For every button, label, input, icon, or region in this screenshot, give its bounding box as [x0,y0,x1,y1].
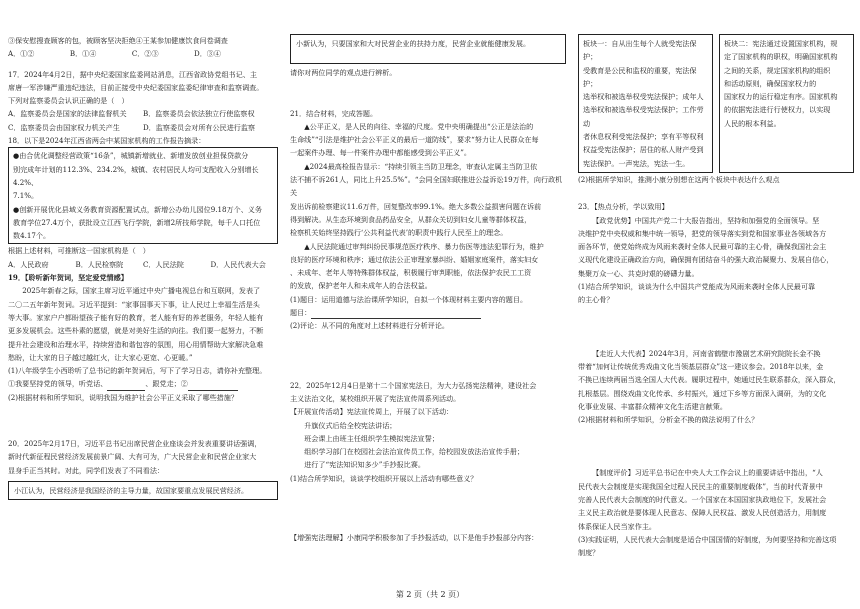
q17-options-row-1 [8,107,278,120]
q18-box-line: ●由合优化调整经营政策“16条”，城镇新增就业、新增发放创业担保贷款分 [13,151,249,161]
panel-line: 国家权力的运行稳定有序。国家机构 [724,92,838,102]
q23-material-line: 民代表大会制度是实现我国全过程人民民主的重要制度载体”，当前时代背景中 [578,481,823,491]
q22-activity: 升旗仪式后给全校宪法讲话； [304,420,397,430]
q23-material-line: 义现代化建设正确政治方向，确保拥有团结奋斗的强大政治凝聚力、发展自信心， [578,255,834,265]
panel-line: 宪法保护。一声宪法，宪法一生。 [583,158,690,168]
q23-material-line: 【政党优势】中国共产党二十大报告指出，坚持和加强党的全面领导。坚 [592,215,820,225]
panel-line: 之间的关系，规定国家机构的组织 [724,65,831,75]
q19-passage-line: 提升社会建设和治理水平，持续营造和谐包容的氛围，用心用情帮助大家解决急难 [8,339,264,349]
q21-title-blank[interactable] [311,309,481,319]
q23-heading: 23．【热点分析，学以致用】 [578,202,669,212]
q19-passage-line: 更多发展机会。这些朴素的愿望，就是对美好生活的向往。我们要一起努力，不断 [8,326,264,336]
q21-title-label: 题目： [290,308,312,318]
q20-stem-line: 显身手正当其时。对此，同学们发表了不同看法： [8,465,165,475]
q22-stem-line: 22．2025年12月4日是第十二个国家宪法日，为大力弘扬宪法精神，建设社会 [290,380,537,390]
q22-section-heading-2: 【增强宪法理解】小康同学积极参加了手抄报活动，以下是他手抄报部分内容： [290,533,539,543]
right-column [578,34,854,560]
q19-subquestion-1: (1)八年级学生小西聆听了总书记的新年贺词后，写下了学习日志，请你补充整理。 [8,366,267,376]
q18-box-line: 教育学位27.4万个，获批设立江西飞行学院，新增2所技师学院，每千人口托位 [13,217,261,227]
q20-opinion-box-xiaojiang [8,481,278,500]
q19-passage-line: 2025年新春之际，国家主席习近平通过中央广播电视总台和互联网，发表了 [22,286,261,296]
panel-line: 选举权和被选举权受宪法保护；工作劳动 [583,105,704,128]
q19-fill-text-a: ①我要坚持党的领导，听党话、 [8,379,108,389]
q18-stem: 18．以下是2024年江西省两会中某国家机构的工作报告摘录： [8,136,206,146]
q18-box-line: ●创新开展优化县域义务教育资源配置试点，新增公办幼儿园位9.18万个、义务 [13,204,262,214]
q17-stem-line-2: 席唐一军涉嫌严重违纪违法，目前正接受中央纪委国家监委纪律审查和监察调查。 [8,82,264,92]
q22-handbill-panels [578,34,854,173]
q18-question: 根据上述材料，可推断这一国家机构是（ ） [8,246,150,256]
q17-option-d: D．监察委员会对所有公民进行监察 [143,122,256,132]
q23-material-line: 完善人民代表大会制度的时代意义。一个国家在本国国家执政地位下，发展社会 [578,495,827,505]
q20-opinion-text: 小新认为，只要国家和大对民营企业的扶持力度，民营企业就能健康发展。 [296,39,531,48]
q17-stem-line-1: 17．2024年4月2日，据中央纪委国家监委网站消息，江西省政协党组书记、主 [8,69,257,79]
q17-option-a: A．监察委员会是国家的法律监督机关 [8,109,127,119]
panel-line: 定了国家机构的职权，明确国家机构 [724,52,838,62]
q19-subquestion-2: (2)根据材料和所学知识，说明我国为维护社会公平正义采取了哪些措施？ [8,392,238,402]
q19-blank-1[interactable] [107,381,145,391]
q23-material-line: 决维护党中央权威和集中统一领导，把党的领导落实到党和国家事业各领域各方 [578,228,827,238]
q16-option-line: ③保安慰搜查顾客的包，被顾客坚决拒绝④王某参加健康饮食问卷调查 [8,36,228,45]
q21-material-line: 生命线”“引法是维护社会公平正义的最后一道防线”，要求“努力让人民群众在每 [290,135,539,145]
q18-option-b: B．人民检察院 [75,259,124,269]
q21-material-line: 检察机关始终坚持践行‘公共利益代表’的职责中践行人民至上的理念。 [290,228,508,238]
q23-material-line: 不换已连续两届当选全国人大代表。履职过程中，她通过民生联系群众，深入群众， [578,375,841,385]
q22-activity: 班会课上由班主任组织学生模拟宪法宣誓； [304,433,439,443]
q21-title-line [290,306,566,319]
handbill-panel-1 [578,34,713,173]
q17-option-c: C．监察委员会由国家权力机关产生 [8,122,120,132]
q21-material-line: 法不捕不诉261人，同比上升25.5%”。“会同全国妇联推进公益诉讼19万件，向行政机关 [290,175,563,198]
q22-section-heading: 【开展宣传活动】宪法宣传周上，开展了以下活动： [290,407,454,417]
q18-option-a: A．人民政府 [8,259,49,269]
q17-stem-line-3: 下列对监察委员会认识正确的是（ ） [8,96,129,106]
q23-subquestion-1-cont: 的主心骨？ [578,295,614,305]
q23-material-line: 【制度评价】习近平总书记在中央人大工作会议上的重要讲话中指出，“人 [592,468,823,478]
q21-subquestion-2: (2)评论：从不同的角度对上述材料进行分析评论。 [290,321,450,331]
q19-heading: 19．【聆听新年贺词，坚定爱党情感】 [8,273,128,283]
q18-option-d: D．人民代表大会 [210,259,266,269]
panel-line: 的依据宪法进行行使权力，以实现 [724,105,831,115]
q23-subquestion-2: (2)根据材料和所学知识，分析金不换的做法说明了什么？ [578,415,759,425]
page-footer: 第 2 页（共 2 页） [395,590,465,599]
q20-opinion-box-xiaoxin [290,34,566,64]
q19-fill-text-b: 、跟党走；② [145,379,188,389]
panel-line: 者休息权利受宪法保护；享有平等权利 [583,132,704,142]
q23-material-line: 体系保证人民当家作主。 [578,521,657,531]
q21-material-line: 发出诉前检察建议11.6万件，回复整改率99.1%。绝大多数公益损害问题在诉前 [290,201,542,211]
q20-stem-line: 20．2025年2月17日，习近平总书记出席民营企业座谈会并发表重要讲话强调， [8,439,262,449]
q21-material-line: ▲公平正义，是人民的向往、幸福的尺度。党中央明确提出“公正是法治的 [304,121,534,131]
q21-material-line: 得到解决。从生态环境到食品药品安全，从群众关切到妇女儿童等群体权益， [290,214,532,224]
q16-choices: A．①② B．①④ C．②③ D．③④ [8,49,221,59]
q17-options-row-2 [8,121,278,134]
q18-box-line: 别完成年计划的112.3%、234.2%，城镇、农村居民人均可支配收入分别增长4.2%、 [13,164,259,187]
left-column [8,34,278,500]
q20-question: 请你对两位同学的观点进行辨析。 [290,68,397,78]
q21-subquestion-1: (1)题目：运用道德与法治课所学知识，自拟一个体现材料主要内容的题目。 [290,294,528,304]
q23-material-line: 化事业发展、丰富群众精神文化生活建言献策。 [578,401,727,411]
handbill-panel-2 [719,34,854,173]
panel-line: 和活动原则，确保国家权力的 [724,78,817,88]
q23-material-line: 面各环节，使党始终成为风雨来袭时全体人民最可靠的主心骨，确保我国社会主 [578,242,827,252]
q19-fill-in [8,377,278,390]
panel-line: 权益受宪法保护；居住的私人财产受到 [583,145,704,155]
q22-activity: 组织学习部门在校园社会法治宣传员工作，给校园发放法治宣传手册； [304,447,525,457]
q21-material-line: ▲人民法院通过审判纠纷民事规范医疗秩序、暴力伤医等违法犯罪行为，维护 [304,241,544,251]
panel-line: 人民的根本利益。 [724,118,781,128]
q23-material-line: 扎根基层。围绕戏曲文化传承、乡村振兴，通过下乡等方面深入调研，为的文化 [578,388,827,398]
q18-box-line: 7.1%。 [13,191,39,201]
q21-material-line: 良好的医疗环境和秩序；通过依法公正审理家暴纠纷、婚姻家庭案件，落实妇女 [290,254,539,264]
q19-passage-line: 二〇二五年新年贺词。习近平提到：“家事国事天下事，让人民过上幸福生活是头 [8,299,260,309]
q23-material-line: 主义民主政治就是要体现人民意志、保障人民权益、激发人民创造活力，用制度 [578,508,827,518]
q21-material-line: 的发放，保护老年人和未成年人的合法权益。 [290,281,432,291]
q23-subquestion-3-cont: 制度？ [578,548,600,558]
q18-box-line: 数4.17个。 [13,231,51,241]
q22-stem-line: 主义法治文化，某校组织开展了宪法宣传周系列活动。 [290,393,461,403]
q20-stem-line: 新时代新征程民营经济发展前景广阔、大有可为，广大民营企业和民营企业家大 [8,452,257,462]
q18-options [8,258,278,271]
q18-option-c: C．人民法院 [143,259,184,269]
panel-line: 板块二：宪法通过设置国家机构，规 [724,39,838,48]
panel-line: 板块一：自从出生每个人就受宪法保护； [583,39,697,62]
q18-report-box [8,147,278,244]
q19-passage-line: 等大事。家家户户都盼望孩子能有好的教育，老人能有好的养老服务，年轻人能有 [8,312,264,322]
q19-passage-line: 愁盼，让大家的日子越过越红火，让大家心更宽、心更暖。” [8,352,193,362]
q22-activity: 进行了“宪法知识知多少”手抄报比赛。 [304,460,425,470]
middle-column [290,34,566,544]
q23-material-line: 集聚万众一心、共克时艰的磅礴力量。 [578,268,699,278]
q23-subquestion-3: (3)实践证明，人民代表大会制度是适合中国国情的好制度，为何要坚持和完善这项 [578,534,837,544]
q21-material-line: 一起案件办理、每一件案件办理中都能感受到公平正义”。 [290,148,471,158]
q21-material-line: 、未成年、老年人等特殊群体权益，积极履行审判职能，依法保护农民工工资 [290,268,532,278]
q23-material-line: 【走近人大代表】2024年3月，河南省鹤壁市豫剧艺术研究院院长金不换 [592,348,821,358]
panel-line: 选举权和被选举权受宪法保护；成年人 [583,92,704,102]
q22-subquestion-2: (2)根据所学知识，推测小康分别想在这两个板块中表达什么观点 [578,174,780,184]
q23-subquestion-1: (1)结合所学知识，谈谈为什么中国共产党能成为风雨来袭时全体人民最可靠 [578,282,816,292]
q20-opinion-text: 小江认为，民营经济是我国经济的主导力量，故国家要重点发展民营经济。 [14,485,249,495]
q19-blank-2[interactable] [188,381,238,391]
q21-heading: 21．结合材料，完成答题。 [290,108,378,118]
panel-line: 受教育是公民和监权的重要，宪法保护； [583,65,697,88]
q23-material-line: 带着“加何让传统优秀戏曲文化当领基层群众”这一建议参会。2018年以来，金 [578,361,824,371]
q22-subquestion-1: (1)结合所学知识，谈谈学校组织开展以上活动有哪些意义？ [290,473,478,483]
q17-option-b: B．监察委员会依法独立行使监察权 [143,109,255,119]
q21-material-line: ▲2024最高检报告显示：“持续引领主当防卫理念，审查认定属主当防卫依 [304,161,538,171]
